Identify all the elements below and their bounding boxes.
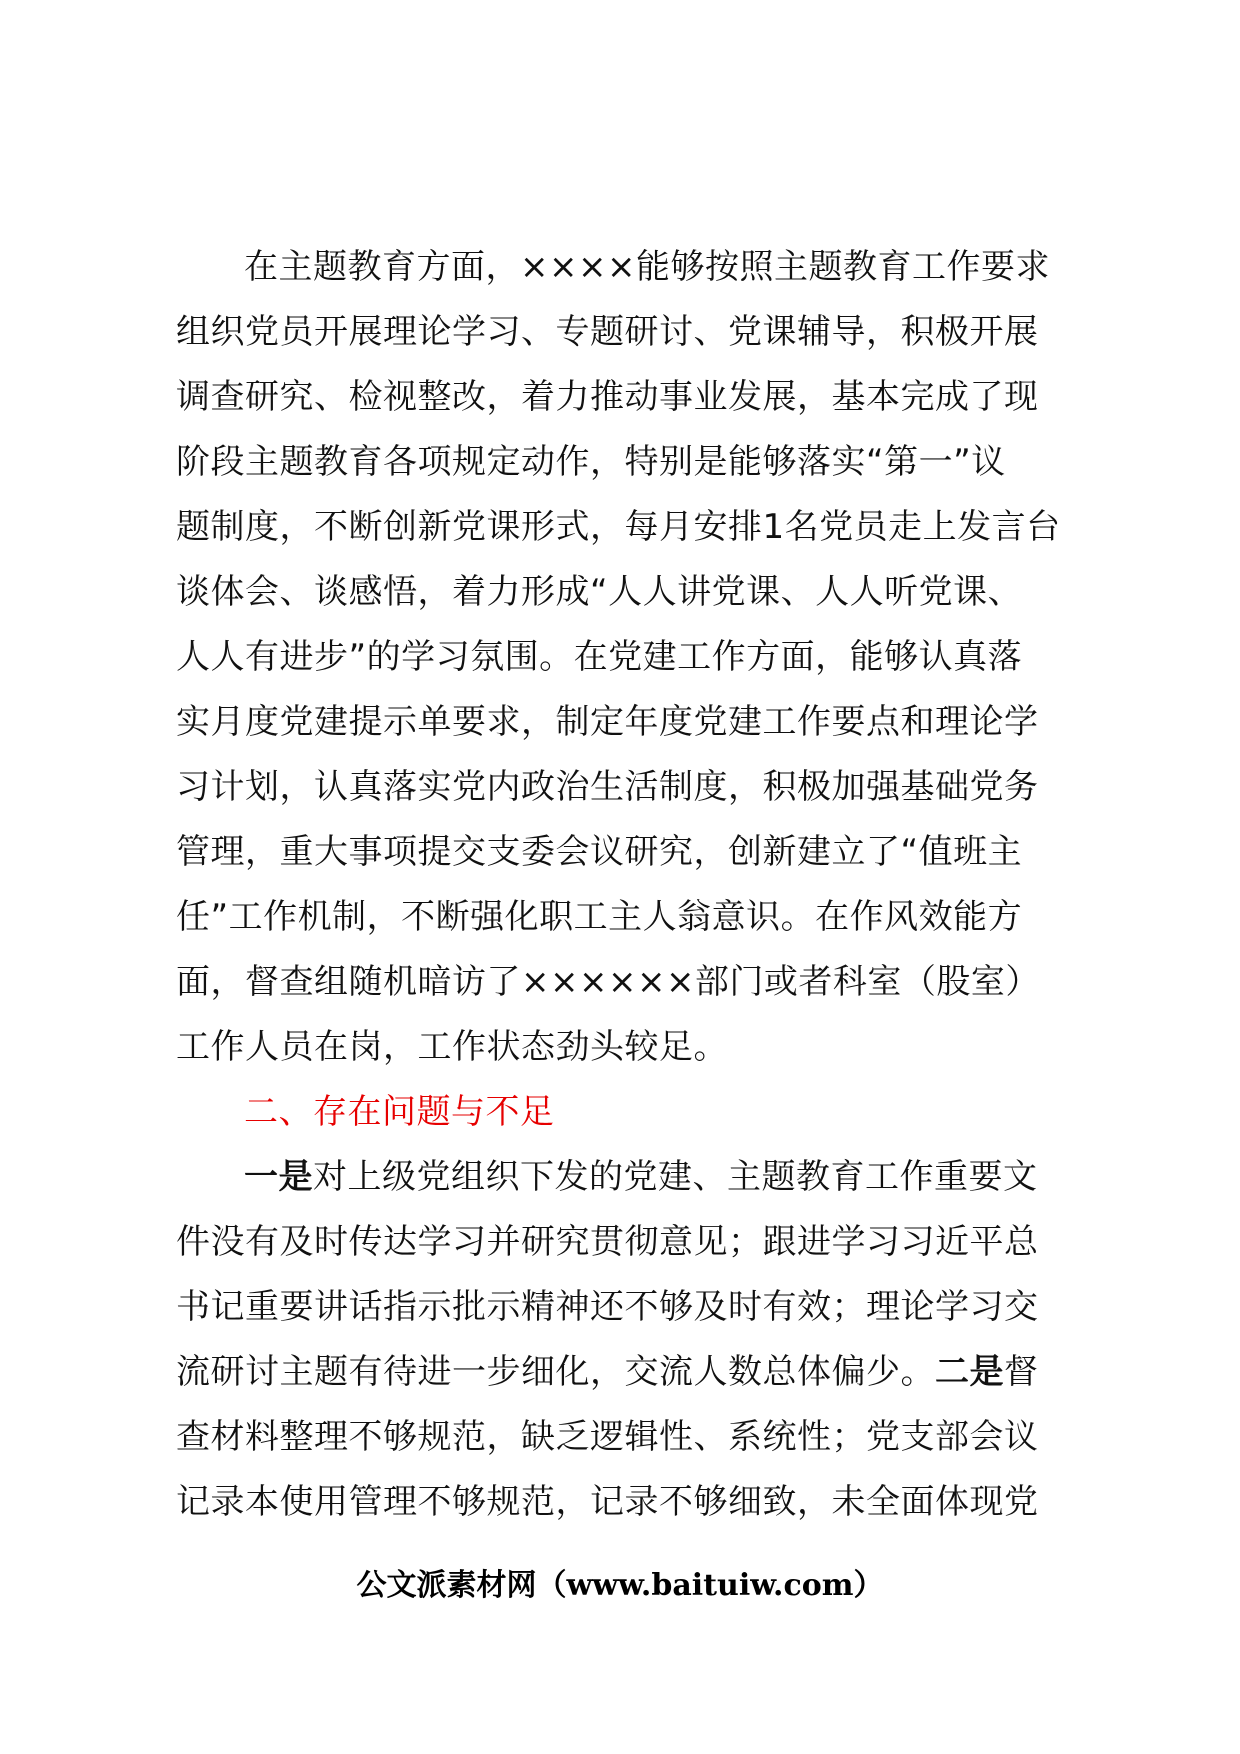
problems-line-4-text: 流研讨主题有待进一步细化，交流人数总体偏少。 bbox=[176, 1352, 935, 1392]
problems-line-2: 件没有及时传达学习并研究贯彻意见；跟进学习习近平总 bbox=[176, 1222, 1039, 1262]
paragraph-line-9: 习计划，认真落实党内政治生活制度，积极加强基础党务 bbox=[176, 767, 1039, 807]
paragraph-line-1: 在主题教育方面，××××能够按照主题教育工作要求 bbox=[244, 247, 1050, 287]
paragraph-line-11: 任”工作机制，不断强化职工主人翁意识。在作风效能方 bbox=[176, 897, 1023, 937]
paragraph-line-13: 工作人员在岗，工作状态劲头较足。 bbox=[176, 1027, 728, 1067]
footer-watermark: 公文派素材网（www.baituiw.com） bbox=[356, 1568, 884, 1603]
problems-line-1-text: 对上级党组织下发的党建、主题教育工作重要文 bbox=[313, 1157, 1038, 1197]
problems-line-6: 记录本使用管理不够规范，记录不够细致，未全面体现党 bbox=[176, 1482, 1039, 1522]
paragraph-line-2: 组织党员开展理论学习、专题研讨、党课辅导，积极开展 bbox=[176, 312, 1039, 352]
point-one-label: 一是 bbox=[244, 1157, 313, 1197]
paragraph-line-12: 面，督查组随机暗访了××××××部门或者科室（股室） bbox=[176, 962, 1040, 1002]
paragraph-line-5: 题制度，不断创新党课形式，每月安排1名党员走上发言台 bbox=[176, 507, 1061, 547]
paragraph-line-4: 阶段主题教育各项规定动作，特别是能够落实“第一”议 bbox=[176, 442, 1006, 482]
problems-line-5: 查材料整理不够规范，缺乏逻辑性、系统性；党支部会议 bbox=[176, 1417, 1039, 1457]
paragraph-line-3: 调查研究、检视整改，着力推动事业发展，基本完成了现 bbox=[176, 377, 1039, 417]
paragraph-line-8: 实月度党建提示单要求，制定年度党建工作要点和理论学 bbox=[176, 702, 1039, 742]
problems-line-3: 书记重要讲话指示批示精神还不够及时有效；理论学习交 bbox=[176, 1287, 1039, 1327]
paragraph-line-10: 管理，重大事项提交支委会议研究，创新建立了“值班主 bbox=[176, 832, 1023, 872]
paragraph-line-7: 人人有进步”的学习氛围。在党建工作方面，能够认真落 bbox=[176, 637, 1023, 677]
document-body bbox=[176, 235, 1116, 1535]
problems-line-4-end: 督 bbox=[1004, 1352, 1039, 1392]
section-heading: 二、存在问题与不足 bbox=[244, 1092, 555, 1132]
paragraph-line-6: 谈体会、谈感悟，着力形成“人人讲党课、人人听党课、 bbox=[176, 572, 1023, 612]
problems-line-1 bbox=[176, 1145, 1116, 1210]
point-two-label: 二是 bbox=[935, 1352, 1004, 1392]
problems-line-4 bbox=[176, 1340, 1116, 1405]
